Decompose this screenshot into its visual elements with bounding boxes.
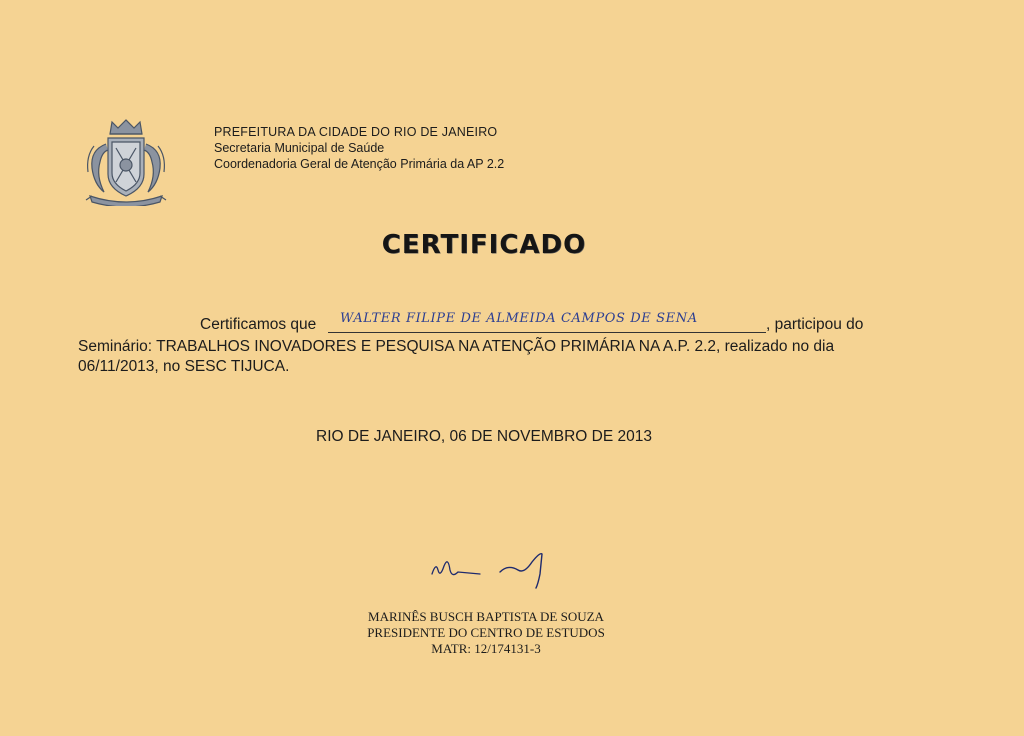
signer-role: PRESIDENTE DO CENTRO DE ESTUDOS <box>367 625 605 640</box>
header-city-hall: PREFEITURA DA CIDADE DO RIO DE JANEIRO <box>214 125 498 139</box>
seminar-text: Seminário: TRABALHOS INOVADORES E PESQUISA NA ATENÇÃO PRIMÁRIA NA A.P. 2.2, realizado no dia <box>78 338 835 355</box>
certificate-title: CERTIFICADO <box>381 230 587 260</box>
certify-lead-text: Certificamos que <box>200 316 317 333</box>
name-underline <box>328 332 766 333</box>
certificate-body <box>78 311 880 377</box>
event-date-location: 06/11/2013, no SESC TIJUCA. <box>78 358 290 375</box>
place-date: RIO DE JANEIRO, 06 DE NOVEMBRO DE 2013 <box>316 428 652 445</box>
header-coordination: Coordenadoria Geral de Atenção Primária da AP 2.2 <box>214 157 505 171</box>
participation-text: , participou do <box>766 316 864 333</box>
coat-of-arms-icon <box>82 116 170 206</box>
institution-header <box>214 124 504 172</box>
signer-name: MARINÊS BUSCH BAPTISTA DE SOUZA <box>368 609 604 624</box>
header-health-department: Secretaria Municipal de Saúde <box>214 141 385 155</box>
participant-name: WALTER FILIPE DE ALMEIDA CAMPOS DE SENA <box>340 311 698 326</box>
signer-block <box>0 609 972 657</box>
signer-registration: MATR: 12/174131-3 <box>431 641 541 656</box>
handwritten-signature <box>428 540 558 590</box>
